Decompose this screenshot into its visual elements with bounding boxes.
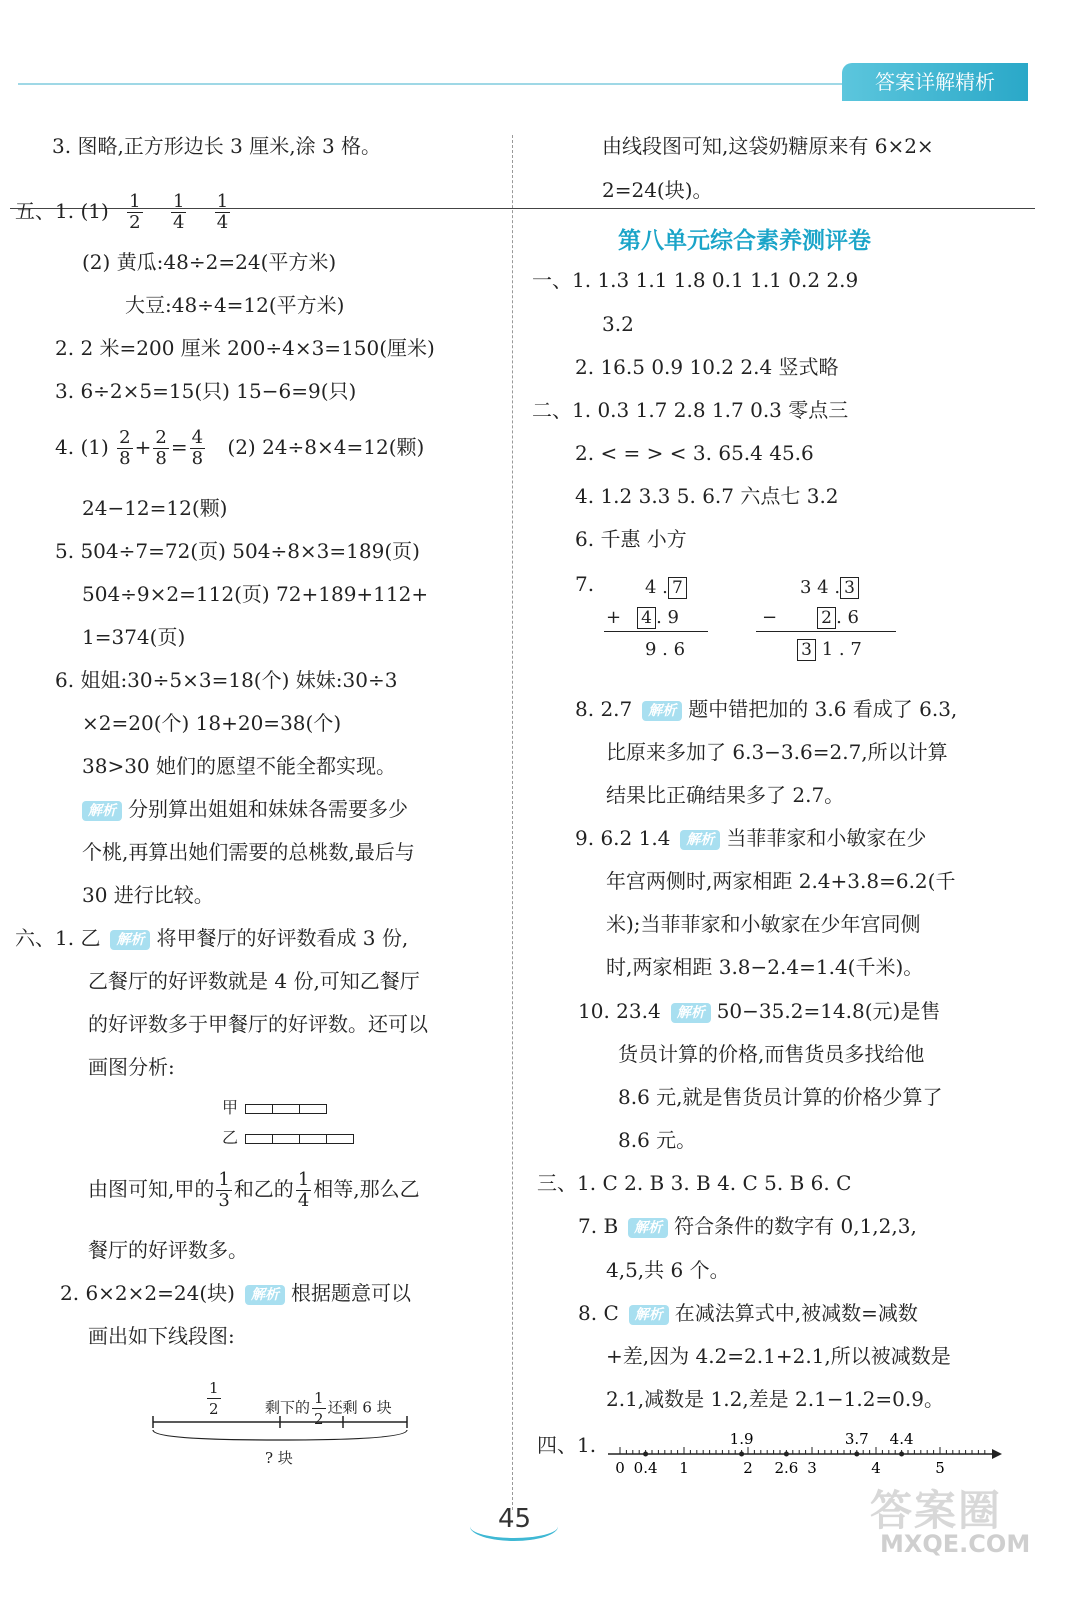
answer-line: 2=24(块)。 bbox=[602, 178, 713, 202]
calc1-rule bbox=[604, 631, 708, 632]
analysis-line: 8. C 解析 在减法算式中,被减数=减数 bbox=[578, 1301, 918, 1325]
answer-line: 一、1. 1.3 1.1 1.8 0.1 1.1 0.2 2.9 bbox=[532, 268, 859, 292]
answer-line: 5. 504÷7=72(页) 504÷8×3=189(页) bbox=[55, 539, 420, 563]
number-line-point bbox=[739, 1452, 744, 1457]
column-divider bbox=[512, 135, 513, 1510]
answer-line: 结果比正确结果多了 2.7。 bbox=[606, 783, 845, 807]
calc2-rule bbox=[756, 631, 896, 632]
segment-total-label: ? 块 bbox=[265, 1449, 293, 1467]
bar-cell bbox=[245, 1134, 273, 1144]
number-line-top-label: 4.4 bbox=[889, 1430, 914, 1448]
answer-line: +差,因为 4.2=2.1+2.1,所以被减数是 bbox=[606, 1344, 951, 1368]
segment-remain-label: 剩下的 $\frac{1}{2}$ 还剩 6 块 bbox=[265, 1389, 392, 1428]
number-line-point bbox=[784, 1452, 789, 1457]
segment-diagram bbox=[145, 1412, 417, 1448]
header-tab: 答案详解精析 bbox=[842, 63, 1028, 101]
answer-line: 504÷9×2=112(页) 72+189+112+ bbox=[82, 582, 429, 606]
answer-line: 餐厅的好评数多。 bbox=[88, 1238, 248, 1262]
watermark-url: MXQE.COM bbox=[880, 1530, 1031, 1558]
analysis-tag: 解析 bbox=[245, 1285, 285, 1305]
analysis-line: 7. B 解析 符合条件的数字有 0,1,2,3, bbox=[578, 1214, 917, 1238]
answer-line: 画图分析: bbox=[88, 1055, 175, 1079]
answer-line: 8.6 元,就是售货员计算的价格少算了 bbox=[618, 1085, 943, 1109]
answer-line: 1=374(页) bbox=[82, 625, 186, 649]
analysis-tag: 解析 bbox=[642, 701, 682, 721]
number-line-bottom-label: 3 bbox=[807, 1459, 817, 1477]
answer-line: 二、1. 0.3 1.7 2.8 1.7 0.3 零点三 bbox=[532, 398, 849, 422]
fraction: $\frac{2}{8}$ bbox=[155, 427, 167, 469]
answer-line: 三、1. C 2. B 3. B 4. C 5. B 6. C bbox=[537, 1171, 852, 1195]
header-rule bbox=[18, 83, 848, 85]
answer-line: 4. 1.2 3.3 5. 6.7 六点七 3.2 bbox=[575, 484, 839, 508]
answer-line: 3. 6÷2×5=15(只) 15−6=9(只) bbox=[55, 379, 357, 403]
calc2-row1: 3 4 . 3 bbox=[800, 576, 859, 600]
analysis-tag: 解析 bbox=[629, 1305, 669, 1325]
fraction: $\frac{4}{8}$ bbox=[191, 427, 204, 469]
answer-line: 米);当菲菲家和小敏家在少年宫同侧 bbox=[606, 912, 921, 936]
answer-line: 比原来多加了 6.3−3.6=2.7,所以计算 bbox=[606, 740, 948, 764]
segment-half-label: $\frac{1}{2}$ bbox=[209, 1379, 219, 1418]
number-line-bottom-label: 2 bbox=[743, 1459, 753, 1477]
number-line-point bbox=[854, 1452, 859, 1457]
answer-line: 2. 2 米=200 厘米 200÷4×3=150(厘米) bbox=[55, 336, 435, 360]
calc1-row1: 4 . 7 bbox=[645, 576, 687, 600]
analysis-tag: 解析 bbox=[680, 830, 720, 850]
answer-line: 货员计算的价格,而售货员多找给他 bbox=[618, 1042, 925, 1066]
analysis-tag: 解析 bbox=[671, 1003, 711, 1023]
analysis-line: 2. 6×2×2=24(块) 解析 根据题意可以 bbox=[60, 1281, 411, 1305]
analysis-line: 10. 23.4 解析 50−35.2=14.8(元)是售 bbox=[578, 999, 941, 1023]
analysis-line: 9. 6.2 1.4 解析 当菲菲家和小敏家在少 bbox=[575, 826, 927, 850]
answer-line-fractions: 4. (1) $\frac{2}{8}$ + $\frac{2}{8}$ = $\frac{4}{8}$ (2) 24÷8×4=12(颗) bbox=[55, 427, 425, 469]
number-line-bottom-label: 0.4 bbox=[633, 1459, 658, 1477]
bar-cell bbox=[326, 1134, 354, 1144]
analysis-line: 解析 分别算出姐姐和妹妹各需要多少 bbox=[72, 797, 408, 821]
watermark-logo: 答案圈 bbox=[870, 1486, 1003, 1535]
number-line bbox=[600, 1428, 1010, 1480]
answer-line: 8.6 元。 bbox=[618, 1128, 697, 1152]
answer-line: 6. 千惠 小方 bbox=[575, 527, 687, 551]
section-title: 第八单元综合素养测评卷 bbox=[618, 228, 871, 254]
bar-label-jia: 甲 bbox=[222, 1098, 239, 1117]
answer-line-fractions: 由图可知,甲的 $\frac{1}{3}$ 和乙的 $\frac{1}{4}$ 相等,那么乙 bbox=[88, 1169, 420, 1211]
answer-line: 6. 姐姐:30÷5×3=18(个) 妹妹:30÷3 bbox=[55, 668, 398, 692]
number-line-bottom-label: 0 bbox=[615, 1459, 625, 1477]
bar-cell bbox=[299, 1104, 327, 1114]
bar-cell bbox=[272, 1104, 300, 1114]
analysis-tag: 解析 bbox=[628, 1218, 668, 1238]
answer-line: 画出如下线段图: bbox=[88, 1324, 235, 1348]
answer-line: 年宫两侧时,两家相距 2.4+3.8=6.2(千 bbox=[606, 869, 956, 893]
analysis-tag: 解析 bbox=[82, 801, 122, 821]
fraction: $\frac{1}{3}$ bbox=[218, 1169, 230, 1211]
arrow-icon bbox=[992, 1449, 1002, 1459]
bar-label-yi: 乙 bbox=[222, 1128, 239, 1147]
bar-cell bbox=[245, 1104, 273, 1114]
number-line-top-label: 3.7 bbox=[844, 1430, 869, 1448]
number-line-bottom-label: 1 bbox=[679, 1459, 689, 1477]
analysis-line: 8. 2.7 解析 题中错把加的 3.6 看成了 6.3, bbox=[575, 697, 958, 721]
answer-line-fractions bbox=[15, 192, 232, 233]
answer-line: 大豆:48÷4=12(平方米) bbox=[125, 293, 345, 317]
answer-prefix: 五、1. (1) bbox=[15, 199, 109, 223]
calc1-result: 9 . 6 bbox=[645, 639, 686, 660]
answer-line: 2.1,减数是 1.2,差是 2.1−1.2=0.9。 bbox=[606, 1387, 944, 1411]
answer-label: 四、1. bbox=[537, 1433, 597, 1457]
number-line-bottom-label: 4 bbox=[871, 1459, 881, 1477]
number-line-point bbox=[899, 1452, 904, 1457]
answer-line: 3.2 bbox=[602, 312, 634, 336]
fraction: $\frac{1}{4}$ bbox=[297, 1169, 310, 1211]
calc2-result: 3 1 . 7 bbox=[797, 638, 862, 662]
answer-line: 38>30 她们的愿望不能全都实现。 bbox=[82, 754, 397, 778]
number-line-bottom-label: 2.6 bbox=[774, 1459, 799, 1477]
calc1-row2: + 4 . 9 bbox=[606, 607, 679, 628]
number-line-bottom-label: 5 bbox=[935, 1459, 945, 1477]
answer-line: 2. 16.5 0.9 10.2 2.4 竖式略 bbox=[575, 355, 839, 379]
calc2-row2: − 2 . 6 bbox=[762, 607, 859, 628]
answer-line: 的好评数多于甲餐厅的好评数。还可以 bbox=[88, 1012, 428, 1036]
analysis-line: 六、1. 乙 解析 将甲餐厅的好评数看成 3 份, bbox=[15, 926, 409, 950]
fraction: $\frac{1}{2}$ bbox=[129, 191, 141, 233]
bar-cell bbox=[272, 1134, 300, 1144]
answer-line: ×2=20(个) 18+20=38(个) bbox=[82, 711, 342, 735]
answer-line: 24−12=12(颗) bbox=[82, 496, 228, 520]
answer-line: 2. < = > < 3. 65.4 45.6 bbox=[575, 441, 814, 465]
answer-line: 时,两家相距 3.8−2.4=1.4(千米)。 bbox=[606, 955, 924, 979]
number-line-top-label: 1.9 bbox=[729, 1430, 754, 1448]
answer-line: 由线段图可知,这袋奶糖原来有 6×2× bbox=[602, 134, 934, 158]
page-number: 45 bbox=[498, 1504, 532, 1534]
number-line-point bbox=[643, 1452, 648, 1457]
answer-line: 个桃,再算出她们需要的总桃数,最后与 bbox=[82, 840, 415, 864]
analysis-tag: 解析 bbox=[110, 930, 150, 950]
bar-cell bbox=[299, 1134, 327, 1144]
fraction: $\frac{1}{4}$ bbox=[216, 191, 229, 233]
answer-line: 3. 图略,正方形边长 3 厘米,涂 3 格。 bbox=[52, 134, 382, 158]
answer-line: 4,5,共 6 个。 bbox=[606, 1258, 730, 1282]
answer-line: 乙餐厅的好评数就是 4 份,可知乙餐厅 bbox=[88, 969, 420, 993]
answer-line: 30 进行比较。 bbox=[82, 883, 214, 907]
fraction: $\frac{1}{4}$ bbox=[172, 191, 185, 233]
answer-label: 7. bbox=[575, 572, 595, 596]
answer-line: (2) 黄瓜:48÷2=24(平方米) bbox=[82, 250, 337, 274]
fraction: $\frac{2}{8}$ bbox=[119, 427, 131, 469]
